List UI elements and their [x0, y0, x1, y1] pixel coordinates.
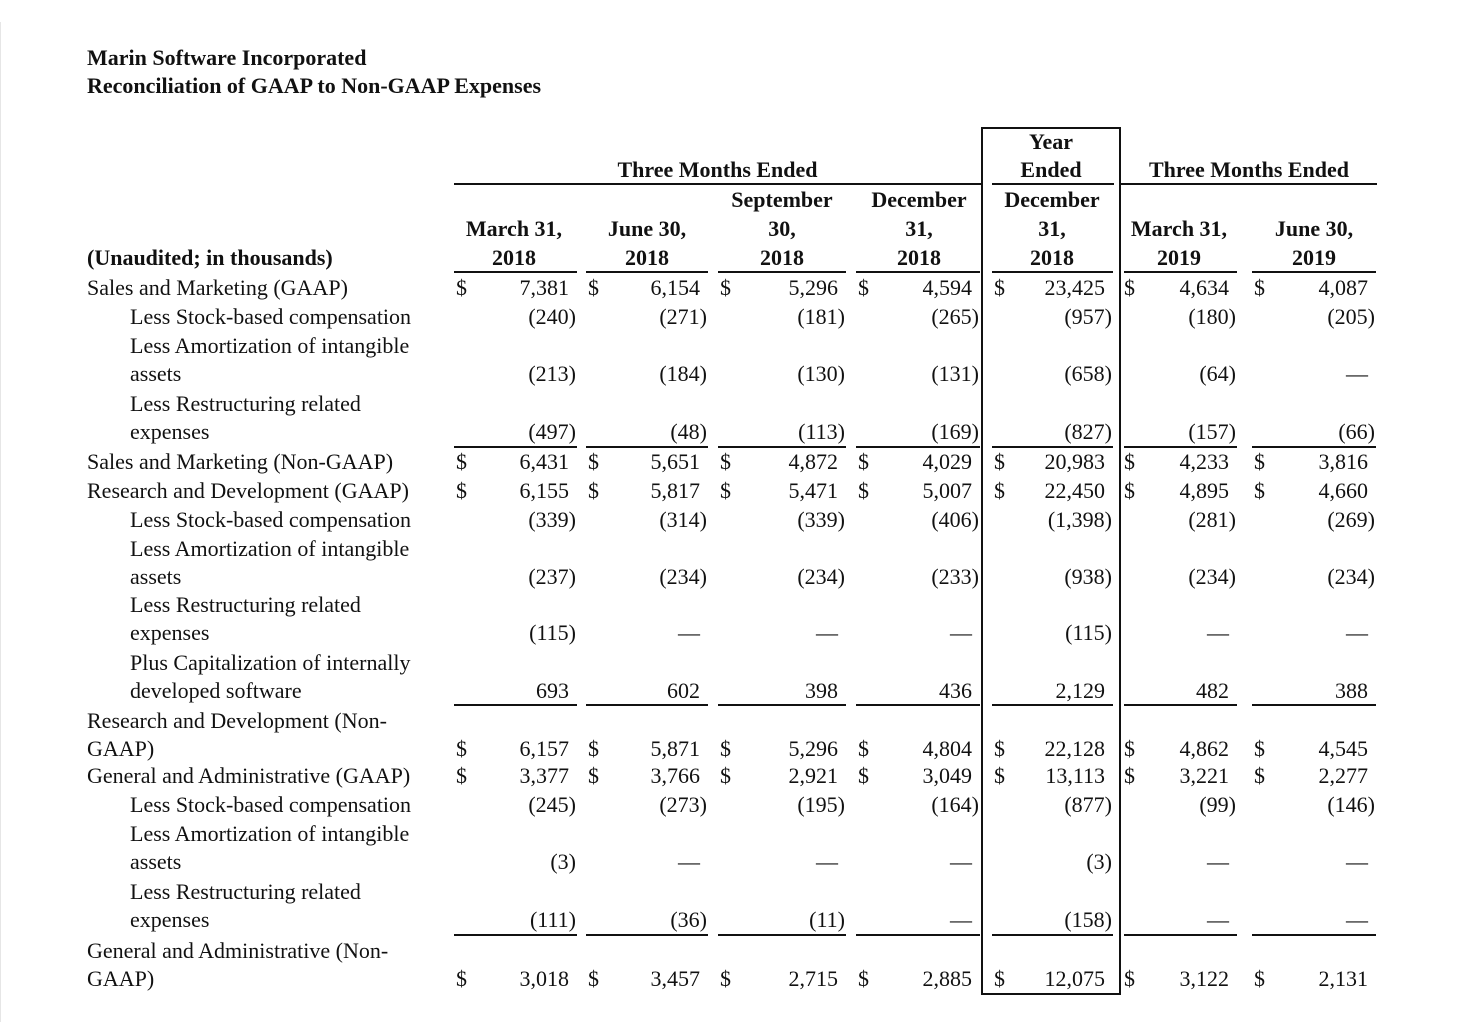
table-cell-value: (169) [931, 419, 979, 444]
subtotal-rule [718, 704, 846, 706]
row-label-continued: assets [130, 361, 182, 386]
table-cell-value: (146) [1327, 792, 1375, 817]
table-cell-value: 3,018 [519, 966, 569, 991]
currency-symbol: $ [720, 736, 731, 761]
table-cell-value: (269) [1327, 507, 1375, 532]
subtotal-rule [1252, 934, 1376, 936]
currency-symbol: $ [456, 763, 467, 788]
row-label: Research and Development (GAAP) [87, 478, 409, 503]
table-cell-value: — [1207, 907, 1229, 932]
subtotal-rule [586, 704, 708, 706]
row-label-continued: expenses [130, 419, 210, 444]
currency-symbol: $ [588, 736, 599, 761]
table-cell-value: (66) [1338, 419, 1375, 444]
table-cell-value: — [1346, 907, 1368, 932]
row-label: General and Administrative (Non- [87, 938, 389, 963]
table-cell-value: 398 [805, 678, 838, 703]
currency-symbol: $ [1254, 763, 1265, 788]
table-cell-value: (234) [1327, 564, 1375, 589]
column-header-7-line2: June 30, [1274, 216, 1354, 241]
table-cell-value: 2,715 [788, 966, 838, 991]
table-cell-value: (180) [1188, 304, 1236, 329]
currency-symbol: $ [456, 966, 467, 991]
subtotal-rule [586, 934, 708, 936]
currency-symbol: $ [588, 449, 599, 474]
table-cell-value: 6,431 [519, 449, 569, 474]
table-cell-value: 7,381 [519, 275, 569, 300]
currency-symbol: $ [858, 736, 869, 761]
table-cell-value: 4,660 [1318, 478, 1368, 503]
column-header-6-line2: March 31, [1130, 216, 1228, 241]
row-label: Sales and Marketing (Non-GAAP) [87, 449, 394, 474]
table-cell-value: 4,545 [1318, 736, 1368, 761]
currency-symbol: $ [858, 966, 869, 991]
table-cell-value: — [1207, 849, 1229, 874]
currency-symbol: $ [994, 275, 1005, 300]
row-label: Less Amortization of intangible [130, 821, 410, 846]
table-cell-value: (113) [798, 419, 845, 444]
table-cell-value: 5,871 [650, 736, 700, 761]
currency-symbol: $ [720, 763, 731, 788]
table-cell-value: 2,131 [1318, 966, 1368, 991]
table-cell-value: 3,221 [1179, 763, 1229, 788]
table-cell-value: 23,425 [1044, 275, 1105, 300]
table-cell-value: (281) [1188, 507, 1236, 532]
currency-symbol: $ [1254, 736, 1265, 761]
table-cell-value: 2,277 [1318, 763, 1368, 788]
table-cell-value: 20,983 [1044, 449, 1105, 474]
table-cell-value: 4,895 [1179, 478, 1229, 503]
table-cell-value: (240) [528, 304, 576, 329]
currency-symbol: $ [1124, 449, 1135, 474]
page-left-edge [0, 22, 1, 1022]
table-cell-value: 3,457 [650, 966, 700, 991]
table-cell-value: (271) [659, 304, 707, 329]
table-cell-value: (115) [529, 620, 576, 645]
column-header-5-line2: 31, [1038, 216, 1066, 241]
currency-symbol: $ [720, 966, 731, 991]
currency-symbol: $ [456, 449, 467, 474]
table-cell-value: (115) [1065, 620, 1112, 645]
column-header-4-line3: 2018 [897, 245, 941, 270]
table-cell-value: (181) [797, 304, 845, 329]
currency-symbol: $ [1124, 763, 1135, 788]
table-cell-value: 3,816 [1318, 449, 1368, 474]
table-cell-value: (1,398) [1047, 507, 1112, 532]
column-header-5-line1: December [1004, 187, 1100, 212]
group-header-three-months-2018: Three Months Ended [617, 157, 818, 182]
table-cell-value: (658) [1064, 361, 1112, 386]
table-cell-value: (11) [809, 907, 845, 932]
currency-symbol: $ [1124, 736, 1135, 761]
subtotal-rule [1124, 934, 1237, 936]
group-header-year-line1: Year [1029, 129, 1073, 154]
currency-symbol: $ [1254, 275, 1265, 300]
table-cell-value: (164) [931, 792, 979, 817]
table-cell-value: (111) [529, 907, 576, 932]
currency-symbol: $ [456, 275, 467, 300]
currency-symbol: $ [720, 478, 731, 503]
subtotal-rule [1252, 704, 1376, 706]
table-cell-value: 22,128 [1044, 736, 1105, 761]
table-cell-value: (48) [670, 419, 707, 444]
table-cell-value: (245) [528, 792, 576, 817]
row-label: Less Stock-based compensation [130, 792, 412, 817]
table-cell-value: 5,651 [650, 449, 700, 474]
currency-symbol: $ [1254, 966, 1265, 991]
table-cell-value: 436 [939, 678, 972, 703]
table-cell-value: (158) [1064, 907, 1112, 932]
currency-symbol: $ [456, 478, 467, 503]
column-header-4-line1: December [871, 187, 967, 212]
table-cell-value: (36) [670, 907, 707, 932]
row-label: Less Stock-based compensation [130, 507, 412, 532]
table-cell-value: (265) [931, 304, 979, 329]
table-cell-value: (339) [528, 507, 576, 532]
table-cell-value: 3,377 [519, 763, 569, 788]
table-cell-value: 6,155 [519, 478, 569, 503]
currency-symbol: $ [994, 478, 1005, 503]
table-cell-value: (877) [1064, 792, 1112, 817]
group-header-year-line2: Ended [1020, 157, 1082, 182]
table-cell-value: — [1346, 361, 1368, 386]
row-label-continued: assets [130, 564, 182, 589]
currency-symbol: $ [456, 736, 467, 761]
row-label-continued: GAAP) [87, 966, 155, 991]
table-cell-value: 2,921 [788, 763, 838, 788]
column-header-4-line2: 31, [905, 216, 933, 241]
table-cell-value: — [950, 907, 972, 932]
table-cell-value: 13,113 [1045, 763, 1105, 788]
table-cell-value: 4,862 [1179, 736, 1229, 761]
column-header-rule [1252, 271, 1376, 273]
column-header-6-line3: 2019 [1157, 245, 1201, 270]
column-header-rule [454, 271, 577, 273]
units-label: (Unaudited; in thousands) [87, 245, 333, 270]
currency-symbol: $ [1124, 275, 1135, 300]
currency-symbol: $ [858, 275, 869, 300]
table-cell-value: 3,766 [650, 763, 700, 788]
currency-symbol: $ [588, 966, 599, 991]
table-cell-value: (957) [1064, 304, 1112, 329]
column-header-1-line2: March 31, [465, 216, 563, 241]
column-header-3-line3: 2018 [760, 245, 804, 270]
report-title: Reconciliation of GAAP to Non-GAAP Expenses [87, 73, 542, 98]
table-cell-value: — [1207, 620, 1229, 645]
table-cell-value: 4,087 [1318, 275, 1368, 300]
table-cell-value: (131) [931, 361, 979, 386]
currency-symbol: $ [858, 478, 869, 503]
table-cell-value: — [816, 849, 838, 874]
subtotal-rule [1124, 704, 1237, 706]
table-cell-value: (339) [797, 507, 845, 532]
group-header-three-months-2019: Three Months Ended [1148, 157, 1350, 182]
column-header-5-line3: 2018 [1030, 245, 1074, 270]
table-cell-value: — [678, 849, 700, 874]
currency-symbol: $ [994, 966, 1005, 991]
table-cell-value: (234) [659, 564, 707, 589]
row-label: Less Stock-based compensation [130, 304, 412, 329]
row-label: Less Amortization of intangible [130, 536, 410, 561]
column-header-2-line3: 2018 [625, 245, 669, 270]
table-cell-value: 602 [667, 678, 700, 703]
row-label: Plus Capitalization of internally [130, 650, 411, 675]
currency-symbol: $ [1254, 449, 1265, 474]
currency-symbol: $ [588, 763, 599, 788]
row-label: Less Restructuring related [130, 391, 361, 416]
subtotal-rule [992, 704, 1113, 706]
subtotal-rule [992, 934, 1113, 936]
column-header-3-line1: September [731, 187, 833, 212]
currency-symbol: $ [858, 763, 869, 788]
row-label: Research and Development (Non- [87, 708, 387, 733]
table-cell-value: (195) [797, 792, 845, 817]
table-cell-value: 693 [536, 678, 569, 703]
table-cell-value: 3,049 [922, 763, 972, 788]
table-cell-value: 2,129 [1055, 678, 1105, 703]
subtotal-rule [454, 934, 577, 936]
table-cell-value: — [950, 620, 972, 645]
table-cell-value: 4,029 [922, 449, 972, 474]
table-cell-value: — [1346, 620, 1368, 645]
row-label-continued: assets [130, 849, 182, 874]
currency-symbol: $ [1124, 966, 1135, 991]
table-cell-value: — [816, 620, 838, 645]
table-cell-value: (273) [659, 792, 707, 817]
table-cell-value: 5,296 [788, 736, 838, 761]
column-header-7-line3: 2019 [1292, 245, 1336, 270]
column-header-rule [586, 271, 708, 273]
currency-symbol: $ [858, 449, 869, 474]
table-cell-value: (213) [528, 361, 576, 386]
table-cell-value: (406) [931, 507, 979, 532]
subtotal-rule [718, 934, 846, 936]
table-cell-value: — [950, 849, 972, 874]
table-cell-value: 4,872 [788, 449, 838, 474]
table-cell-value: 2,885 [922, 966, 972, 991]
table-cell-value: (184) [659, 361, 707, 386]
table-cell-value: 482 [1196, 678, 1229, 703]
table-cell-value: 6,154 [650, 275, 700, 300]
column-header-rule [856, 271, 980, 273]
table-cell-value: 6,157 [519, 736, 569, 761]
table-cell-value: 3,122 [1179, 966, 1229, 991]
column-header-rule [1124, 271, 1237, 273]
table-cell-value: 5,471 [788, 478, 838, 503]
row-label: General and Administrative (GAAP) [87, 763, 411, 788]
table-cell-value: — [1346, 849, 1368, 874]
table-cell-value: (497) [528, 419, 576, 444]
currency-symbol: $ [588, 478, 599, 503]
row-label-continued: GAAP) [87, 736, 155, 761]
table-cell-value: 22,450 [1044, 478, 1105, 503]
table-cell-value: (3) [1086, 849, 1112, 874]
table-cell-value: (157) [1188, 419, 1236, 444]
table-cell-value: (233) [931, 564, 979, 589]
table-cell-value: 4,634 [1179, 275, 1229, 300]
currency-symbol: $ [994, 736, 1005, 761]
row-label: Less Restructuring related [130, 592, 361, 617]
table-cell-value: (234) [797, 564, 845, 589]
table-cell-value: (64) [1199, 361, 1236, 386]
company-name: Marin Software Incorporated [87, 45, 367, 70]
currency-symbol: $ [994, 449, 1005, 474]
column-header-rule [992, 271, 1113, 273]
group-rule-three-months-2019 [1121, 183, 1377, 185]
subtotal-rule [856, 934, 980, 936]
table-cell-value: (3) [550, 849, 576, 874]
table-cell-value: 388 [1335, 678, 1368, 703]
table-cell-value: (130) [797, 361, 845, 386]
row-label-continued: expenses [130, 620, 210, 645]
currency-symbol: $ [994, 763, 1005, 788]
column-header-rule [718, 271, 846, 273]
row-label: Less Restructuring related [130, 879, 361, 904]
table-cell-value: 4,594 [922, 275, 972, 300]
currency-symbol: $ [588, 275, 599, 300]
table-cell-value: 5,817 [650, 478, 700, 503]
table-cell-value: 4,233 [1179, 449, 1229, 474]
table-cell-value: 5,007 [922, 478, 972, 503]
row-label: Sales and Marketing (GAAP) [87, 275, 348, 300]
column-header-2-line2: June 30, [607, 216, 687, 241]
table-cell-value: (205) [1327, 304, 1375, 329]
table-cell-value: — [678, 620, 700, 645]
column-header-3-line2: 30, [768, 216, 796, 241]
table-cell-value: (827) [1064, 419, 1112, 444]
row-label-continued: expenses [130, 907, 210, 932]
row-label: Less Amortization of intangible [130, 333, 410, 358]
table-cell-value: (99) [1199, 792, 1236, 817]
table-cell-value: (938) [1064, 564, 1112, 589]
currency-symbol: $ [1124, 478, 1135, 503]
currency-symbol: $ [720, 449, 731, 474]
subtotal-rule [856, 704, 980, 706]
table-cell-value: (314) [659, 507, 707, 532]
currency-symbol: $ [1254, 478, 1265, 503]
table-cell-value: 5,296 [788, 275, 838, 300]
currency-symbol: $ [720, 275, 731, 300]
table-cell-value: 12,075 [1044, 966, 1105, 991]
row-label-continued: developed software [130, 678, 302, 703]
subtotal-rule [454, 704, 577, 706]
column-header-1-line3: 2018 [492, 245, 536, 270]
table-cell-value: 4,804 [922, 736, 972, 761]
table-cell-value: (237) [528, 564, 576, 589]
table-cell-value: (234) [1188, 564, 1236, 589]
